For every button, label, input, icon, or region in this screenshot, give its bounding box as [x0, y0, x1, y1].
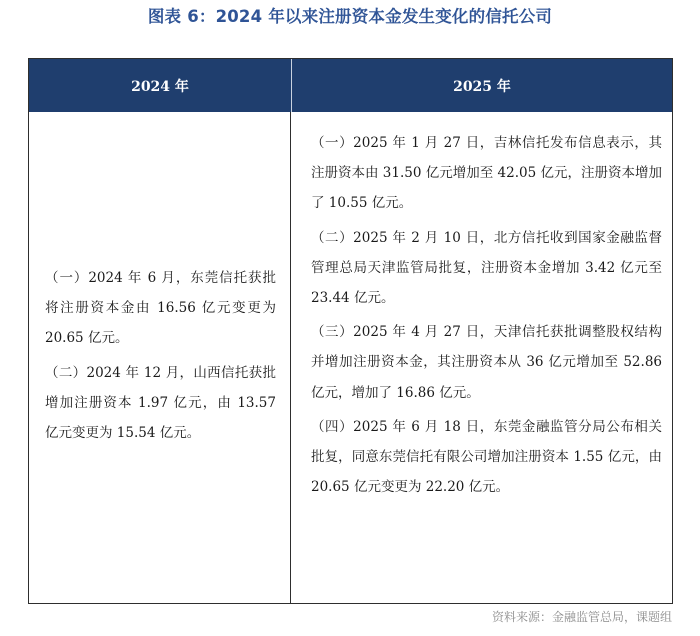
source-note: 资料来源：金融监管总局，课题组	[491, 610, 672, 624]
table-header	[29, 59, 672, 112]
trust-capital-table	[28, 58, 673, 604]
cell-2025	[291, 112, 672, 603]
entry-2025-1: （一）2025 年 1 月 27 日，吉林信托发布信息表示，其注册资本由 31.50 亿元增加至 42.05 亿元，注册资本增加了 10.55 亿元。	[311, 135, 662, 212]
entry-2025-3: （三）2025 年 4 月 27 日，天津信托获批调整股权结构并增加注册资本金，其注册资本从 36 亿元增加至 52.86 亿元，增加了 16.86 亿元。	[311, 324, 662, 401]
figure-title: 图表 6：2024 年以来注册资本金发生变化的信托公司	[147, 7, 553, 26]
entry-2024-2: （二）2024 年 12 月，山西信托获批增加注册资本 1.97 亿元，由 13.57 亿元变更为 15.54 亿元。	[45, 364, 276, 441]
table-body	[29, 112, 672, 603]
entry-2025-2: （二）2025 年 2 月 10 日，北方信托收到国家金融监督管理总局天津监管局批复，注册资本金增加 3.42 亿元至 23.44 亿元。	[311, 229, 662, 307]
cell-2024	[29, 112, 291, 603]
header-2024: 2024 年	[29, 59, 292, 112]
entry-2024-1: （一）2024 年 6 月，东莞信托获批将注册资本金由 16.56 亿元变更为 20.65 亿元。	[45, 269, 276, 347]
entry-2025-4: （四）2025 年 6 月 18 日，东莞金融监管分局公布相关批复，同意东莞信托有限公司增加注册资本 1.55 亿元，由 20.65 亿元变更为 22.20 亿元。	[311, 418, 662, 496]
header-2025: 2025 年	[453, 78, 511, 95]
